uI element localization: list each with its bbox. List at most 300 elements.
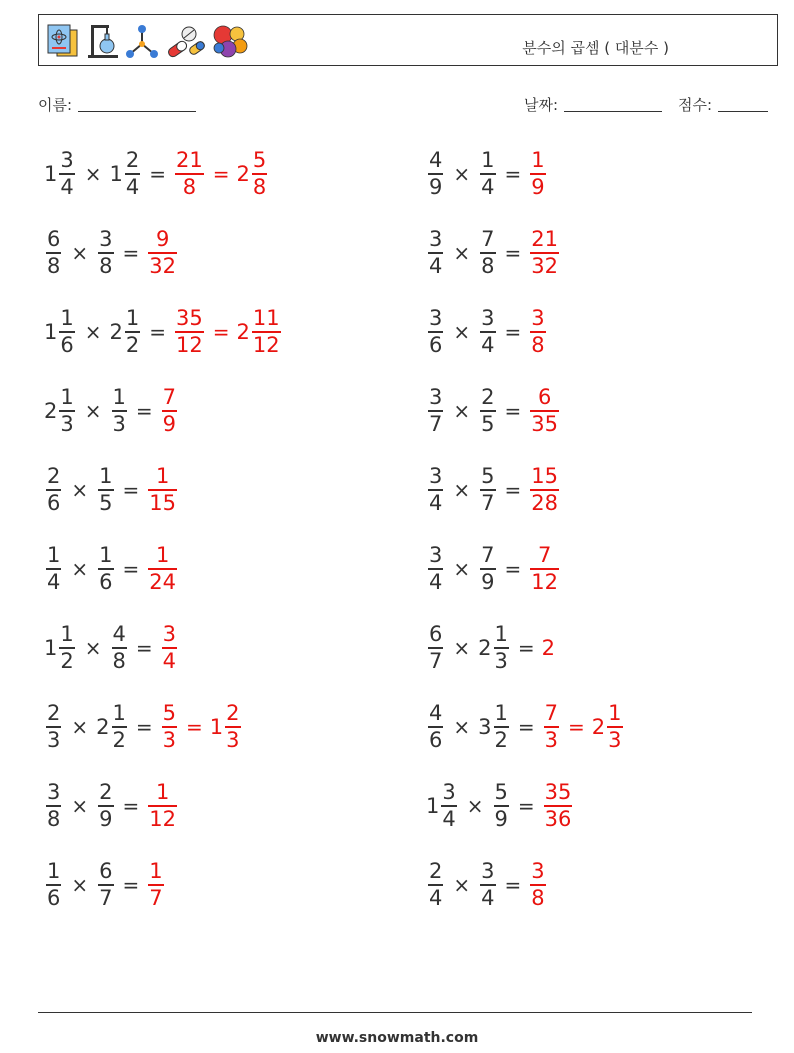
numerator: 3 <box>429 227 443 252</box>
whole-number: 1 <box>44 162 58 186</box>
worksheet-title: 분수의 곱셈 ( 대분수 ) <box>522 39 669 57</box>
numerator: 2 <box>99 780 113 805</box>
numerator: 2 <box>125 148 140 173</box>
answer-value <box>237 306 283 358</box>
answer <box>542 780 575 832</box>
factor-b <box>478 543 497 595</box>
fraction <box>480 227 495 279</box>
score-field <box>678 94 768 115</box>
score-label: 점수: <box>678 96 713 114</box>
equals-sign: = <box>186 715 203 739</box>
factor-a <box>44 543 63 595</box>
factor-a <box>44 859 63 911</box>
fraction <box>252 306 281 358</box>
answer-value <box>146 464 179 516</box>
whole-number: 2 <box>236 320 250 344</box>
denominator: 4 <box>429 569 443 594</box>
times-sign: × <box>453 478 471 502</box>
numerator: 3 <box>429 543 443 568</box>
numerator: 21 <box>531 227 559 252</box>
fraction <box>480 464 495 516</box>
numerator: 1 <box>99 464 113 489</box>
numerator: 7 <box>544 701 559 726</box>
numerator: 1 <box>608 701 622 726</box>
equals-sign: = <box>504 162 522 186</box>
fraction <box>428 543 443 595</box>
problem-item <box>426 776 574 836</box>
fraction <box>494 701 509 753</box>
denominator: 4 <box>162 648 177 673</box>
denominator: 6 <box>47 490 61 515</box>
times-sign: × <box>453 320 471 344</box>
fraction <box>175 148 204 200</box>
equals-sign: = <box>517 636 535 660</box>
denominator: 8 <box>481 253 495 278</box>
whole-number: 2 <box>109 320 123 344</box>
numerator: 3 <box>99 227 113 252</box>
times-sign: × <box>466 794 484 818</box>
equals-sign: = <box>122 478 140 502</box>
denominator: 8 <box>252 174 267 199</box>
answer-value <box>160 385 179 437</box>
fraction <box>148 543 177 595</box>
numerator: 1 <box>60 306 74 331</box>
fraction <box>428 306 443 358</box>
numerator: 4 <box>112 622 126 647</box>
answer-value <box>173 148 206 200</box>
denominator: 6 <box>429 727 443 752</box>
score-blank[interactable] <box>718 97 768 112</box>
factor-b <box>478 859 497 911</box>
factor-b <box>478 227 497 279</box>
numerator: 7 <box>162 385 177 410</box>
answer <box>146 464 179 516</box>
numerator: 1 <box>494 701 508 726</box>
denominator: 3 <box>226 727 240 752</box>
fraction <box>46 227 61 279</box>
fraction <box>162 385 177 437</box>
fraction <box>125 306 140 358</box>
equals-sign: = <box>212 162 230 186</box>
fraction <box>98 543 113 595</box>
fraction <box>480 148 495 200</box>
fraction <box>530 148 545 200</box>
whole-number: 2 <box>96 715 110 739</box>
denominator: 4 <box>125 174 140 199</box>
answer-value <box>146 859 165 911</box>
denominator: 7 <box>99 885 113 910</box>
times-sign: × <box>453 557 471 581</box>
denominator: 24 <box>149 569 177 594</box>
times-sign: × <box>71 241 89 265</box>
date-blank[interactable] <box>564 97 662 112</box>
numerator: 1 <box>481 148 495 173</box>
problem-item <box>426 618 555 678</box>
problem-item <box>44 144 269 204</box>
molecule-icon <box>125 22 159 60</box>
denominator: 9 <box>99 806 113 831</box>
answer <box>528 543 561 595</box>
date-field <box>524 94 662 115</box>
times-sign: × <box>453 873 471 897</box>
times-sign: × <box>71 794 89 818</box>
numerator: 1 <box>155 543 170 568</box>
fraction <box>46 464 61 516</box>
numerator: 1 <box>155 780 170 805</box>
answer <box>528 148 547 200</box>
fraction <box>480 385 495 437</box>
denominator: 8 <box>47 806 61 831</box>
denominator: 2 <box>112 727 126 752</box>
problem-item <box>426 539 561 599</box>
denominator: 35 <box>531 411 559 436</box>
numerator: 3 <box>429 385 443 410</box>
equals-sign: = <box>122 241 140 265</box>
numerator: 3 <box>531 306 545 331</box>
factor-a <box>44 622 77 674</box>
fraction <box>494 780 509 832</box>
numerator: 3 <box>531 859 545 884</box>
denominator: 7 <box>429 411 443 436</box>
numerator: 21 <box>176 148 203 173</box>
denominator: 15 <box>149 490 177 515</box>
whole-number: 3 <box>478 715 492 739</box>
fraction <box>98 227 113 279</box>
fraction <box>46 780 61 832</box>
factor-a <box>44 227 63 279</box>
numerator: 1 <box>125 306 140 331</box>
fraction <box>175 306 204 358</box>
pills-icon <box>165 22 205 60</box>
answer <box>160 622 179 674</box>
answer <box>528 227 561 279</box>
equals-sign: = <box>517 715 535 739</box>
factor-a <box>426 780 459 832</box>
problem-item <box>426 855 548 915</box>
fraction <box>46 859 61 911</box>
fraction <box>480 543 495 595</box>
denominator: 12 <box>149 806 177 831</box>
numerator: 2 <box>47 464 61 489</box>
balls-icon <box>211 22 249 60</box>
problem-item <box>426 223 561 283</box>
numerator: 9 <box>155 227 170 252</box>
equals-sign: = <box>504 399 522 423</box>
numerator: 7 <box>481 227 495 252</box>
numerator: 1 <box>60 385 74 410</box>
problem-item <box>426 302 548 362</box>
fraction <box>428 464 443 516</box>
equals-sign: = <box>135 636 153 660</box>
fraction <box>98 464 113 516</box>
denominator: 3 <box>47 727 61 752</box>
times-sign: × <box>84 399 102 423</box>
times-sign: × <box>71 478 89 502</box>
footer-url: www.snowmath.com <box>315 1030 479 1046</box>
numerator: 35 <box>544 780 572 805</box>
problem-item <box>44 302 283 362</box>
whole-number: 1 <box>426 794 440 818</box>
answer <box>528 859 547 911</box>
denominator: 36 <box>544 806 572 831</box>
numerator: 1 <box>112 701 126 726</box>
factor-a <box>44 701 63 753</box>
answer <box>528 464 561 516</box>
fraction <box>428 701 443 753</box>
denominator: 7 <box>149 885 163 910</box>
denominator: 8 <box>182 174 197 199</box>
numerator: 4 <box>429 701 443 726</box>
fraction <box>59 385 74 437</box>
denominator: 3 <box>608 727 622 752</box>
factor-a <box>426 227 445 279</box>
answer-value <box>528 464 561 516</box>
fraction <box>98 780 113 832</box>
numerator: 35 <box>176 306 203 331</box>
numerator: 1 <box>60 622 74 647</box>
problem-item <box>44 223 179 283</box>
numerator: 6 <box>47 227 61 252</box>
denominator: 9 <box>494 806 508 831</box>
factor-b <box>96 227 115 279</box>
denominator: 4 <box>429 490 443 515</box>
problem-item <box>426 697 625 757</box>
denominator: 12 <box>176 332 203 357</box>
fraction <box>544 701 559 753</box>
problem-item <box>44 855 166 915</box>
denominator: 7 <box>481 490 495 515</box>
denominator: 8 <box>531 885 545 910</box>
fraction <box>148 464 177 516</box>
factor-a <box>426 306 445 358</box>
factor-b <box>478 701 511 753</box>
answer <box>528 306 547 358</box>
answer-value <box>528 227 561 279</box>
denominator: 8 <box>112 648 126 673</box>
numerator: 1 <box>47 859 61 884</box>
fraction <box>162 622 177 674</box>
numerator: 3 <box>47 780 61 805</box>
lab-flask-stand-icon <box>87 22 119 60</box>
denominator: 9 <box>481 569 495 594</box>
answer-value <box>542 780 575 832</box>
factor-b <box>478 306 497 358</box>
numerator: 3 <box>429 464 443 489</box>
factor-a <box>426 622 445 674</box>
answer-value <box>528 306 547 358</box>
numerator: 2 <box>481 385 495 410</box>
numerator: 3 <box>442 780 456 805</box>
whole-number: 2 <box>591 715 606 739</box>
answer-value <box>210 701 243 753</box>
numerator: 5 <box>494 780 508 805</box>
answer-value <box>173 306 206 358</box>
times-sign: × <box>71 557 89 581</box>
problem-item <box>426 144 548 204</box>
fraction <box>428 622 443 674</box>
factor-b <box>110 148 143 200</box>
equals-sign: = <box>504 873 522 897</box>
fraction <box>530 543 559 595</box>
equals-sign: = <box>504 557 522 581</box>
numerator: 6 <box>429 622 443 647</box>
numerator: 3 <box>60 148 74 173</box>
denominator: 2 <box>494 727 508 752</box>
answer <box>528 385 561 437</box>
factor-a <box>426 464 445 516</box>
answer <box>146 543 179 595</box>
answer-value <box>146 227 179 279</box>
name-blank[interactable] <box>78 97 196 112</box>
numerator: 5 <box>252 148 267 173</box>
name-label: 이름: <box>38 96 73 114</box>
denominator: 9 <box>531 174 545 199</box>
fraction <box>441 780 456 832</box>
times-sign: × <box>84 320 102 344</box>
fraction <box>46 701 61 753</box>
fraction <box>112 701 127 753</box>
denominator: 32 <box>149 253 177 278</box>
numerator: 6 <box>537 385 552 410</box>
answer <box>146 780 179 832</box>
denominator: 7 <box>429 648 443 673</box>
fraction <box>530 306 545 358</box>
denominator: 12 <box>531 569 559 594</box>
equals-sign: = <box>504 241 522 265</box>
times-sign: × <box>84 636 102 660</box>
answer-value <box>542 636 555 660</box>
answer-value <box>160 701 179 753</box>
denominator: 3 <box>494 648 508 673</box>
fraction <box>530 859 545 911</box>
factor-a <box>44 148 77 200</box>
answer-value <box>528 148 547 200</box>
fraction <box>480 306 495 358</box>
answer <box>160 385 179 437</box>
factor-b <box>96 859 115 911</box>
denominator: 2 <box>60 648 74 673</box>
fraction <box>530 385 559 437</box>
fraction <box>544 780 573 832</box>
numerator: 3 <box>481 859 495 884</box>
equals-sign: = <box>149 320 167 344</box>
numerator: 1 <box>155 464 170 489</box>
whole-number: 2 <box>541 636 556 660</box>
answer <box>160 701 243 753</box>
whole-number: 1 <box>109 162 123 186</box>
answer-value <box>528 859 547 911</box>
numerator: 7 <box>481 543 495 568</box>
denominator: 5 <box>481 411 495 436</box>
fraction <box>480 859 495 911</box>
fraction <box>252 148 267 200</box>
whole-number: 1 <box>44 636 58 660</box>
answer <box>542 636 555 660</box>
numerator: 4 <box>429 148 443 173</box>
factor-a <box>426 701 445 753</box>
denominator: 12 <box>252 332 280 357</box>
denominator: 4 <box>47 569 61 594</box>
factor-b <box>96 543 115 595</box>
denominator: 28 <box>531 490 559 515</box>
header-icons <box>45 21 249 61</box>
fraction <box>428 227 443 279</box>
numerator: 2 <box>226 701 240 726</box>
answer-value <box>160 622 179 674</box>
fraction <box>530 464 559 516</box>
times-sign: × <box>71 715 89 739</box>
fraction <box>125 148 140 200</box>
fraction <box>225 701 240 753</box>
numerator: 15 <box>531 464 559 489</box>
denominator: 8 <box>47 253 61 278</box>
fraction <box>112 385 127 437</box>
answer <box>146 227 179 279</box>
numerator: 2 <box>47 701 61 726</box>
numerator: 3 <box>162 622 177 647</box>
worksheet-header <box>38 14 778 66</box>
denominator: 3 <box>60 411 74 436</box>
denominator: 6 <box>47 885 61 910</box>
whole-number: 1 <box>44 320 58 344</box>
denominator: 4 <box>481 332 495 357</box>
problem-item <box>426 460 561 520</box>
factor-a <box>426 543 445 595</box>
times-sign: × <box>71 873 89 897</box>
denominator: 9 <box>162 411 177 436</box>
answer <box>173 306 283 358</box>
numerator: 1 <box>531 148 545 173</box>
problem-item <box>44 776 179 836</box>
numerator: 11 <box>252 306 280 331</box>
denominator: 3 <box>544 727 559 752</box>
factor-b <box>96 780 115 832</box>
fraction <box>162 701 177 753</box>
factor-a <box>44 464 63 516</box>
whole-number: 1 <box>209 715 224 739</box>
fraction <box>530 227 559 279</box>
equals-sign: = <box>568 715 585 739</box>
factor-a <box>426 859 445 911</box>
fraction <box>148 780 177 832</box>
factor-b <box>478 622 511 674</box>
factor-a <box>44 385 77 437</box>
numerator: 1 <box>112 385 126 410</box>
equals-sign: = <box>504 320 522 344</box>
answer-value <box>592 701 625 753</box>
numerator: 6 <box>99 859 113 884</box>
problem-item <box>426 381 561 441</box>
answer-value <box>542 701 561 753</box>
fraction <box>59 306 74 358</box>
denominator: 5 <box>99 490 113 515</box>
fraction <box>112 622 127 674</box>
factor-b <box>96 464 115 516</box>
fraction <box>428 148 443 200</box>
answer-value <box>528 543 561 595</box>
times-sign: × <box>453 241 471 265</box>
denominator: 4 <box>442 806 456 831</box>
fraction <box>148 227 177 279</box>
fraction <box>428 385 443 437</box>
factor-b <box>478 385 497 437</box>
numerator: 3 <box>481 306 495 331</box>
times-sign: × <box>84 162 102 186</box>
times-sign: × <box>453 715 471 739</box>
denominator: 9 <box>429 174 443 199</box>
equals-sign: = <box>122 557 140 581</box>
factor-b <box>478 464 497 516</box>
